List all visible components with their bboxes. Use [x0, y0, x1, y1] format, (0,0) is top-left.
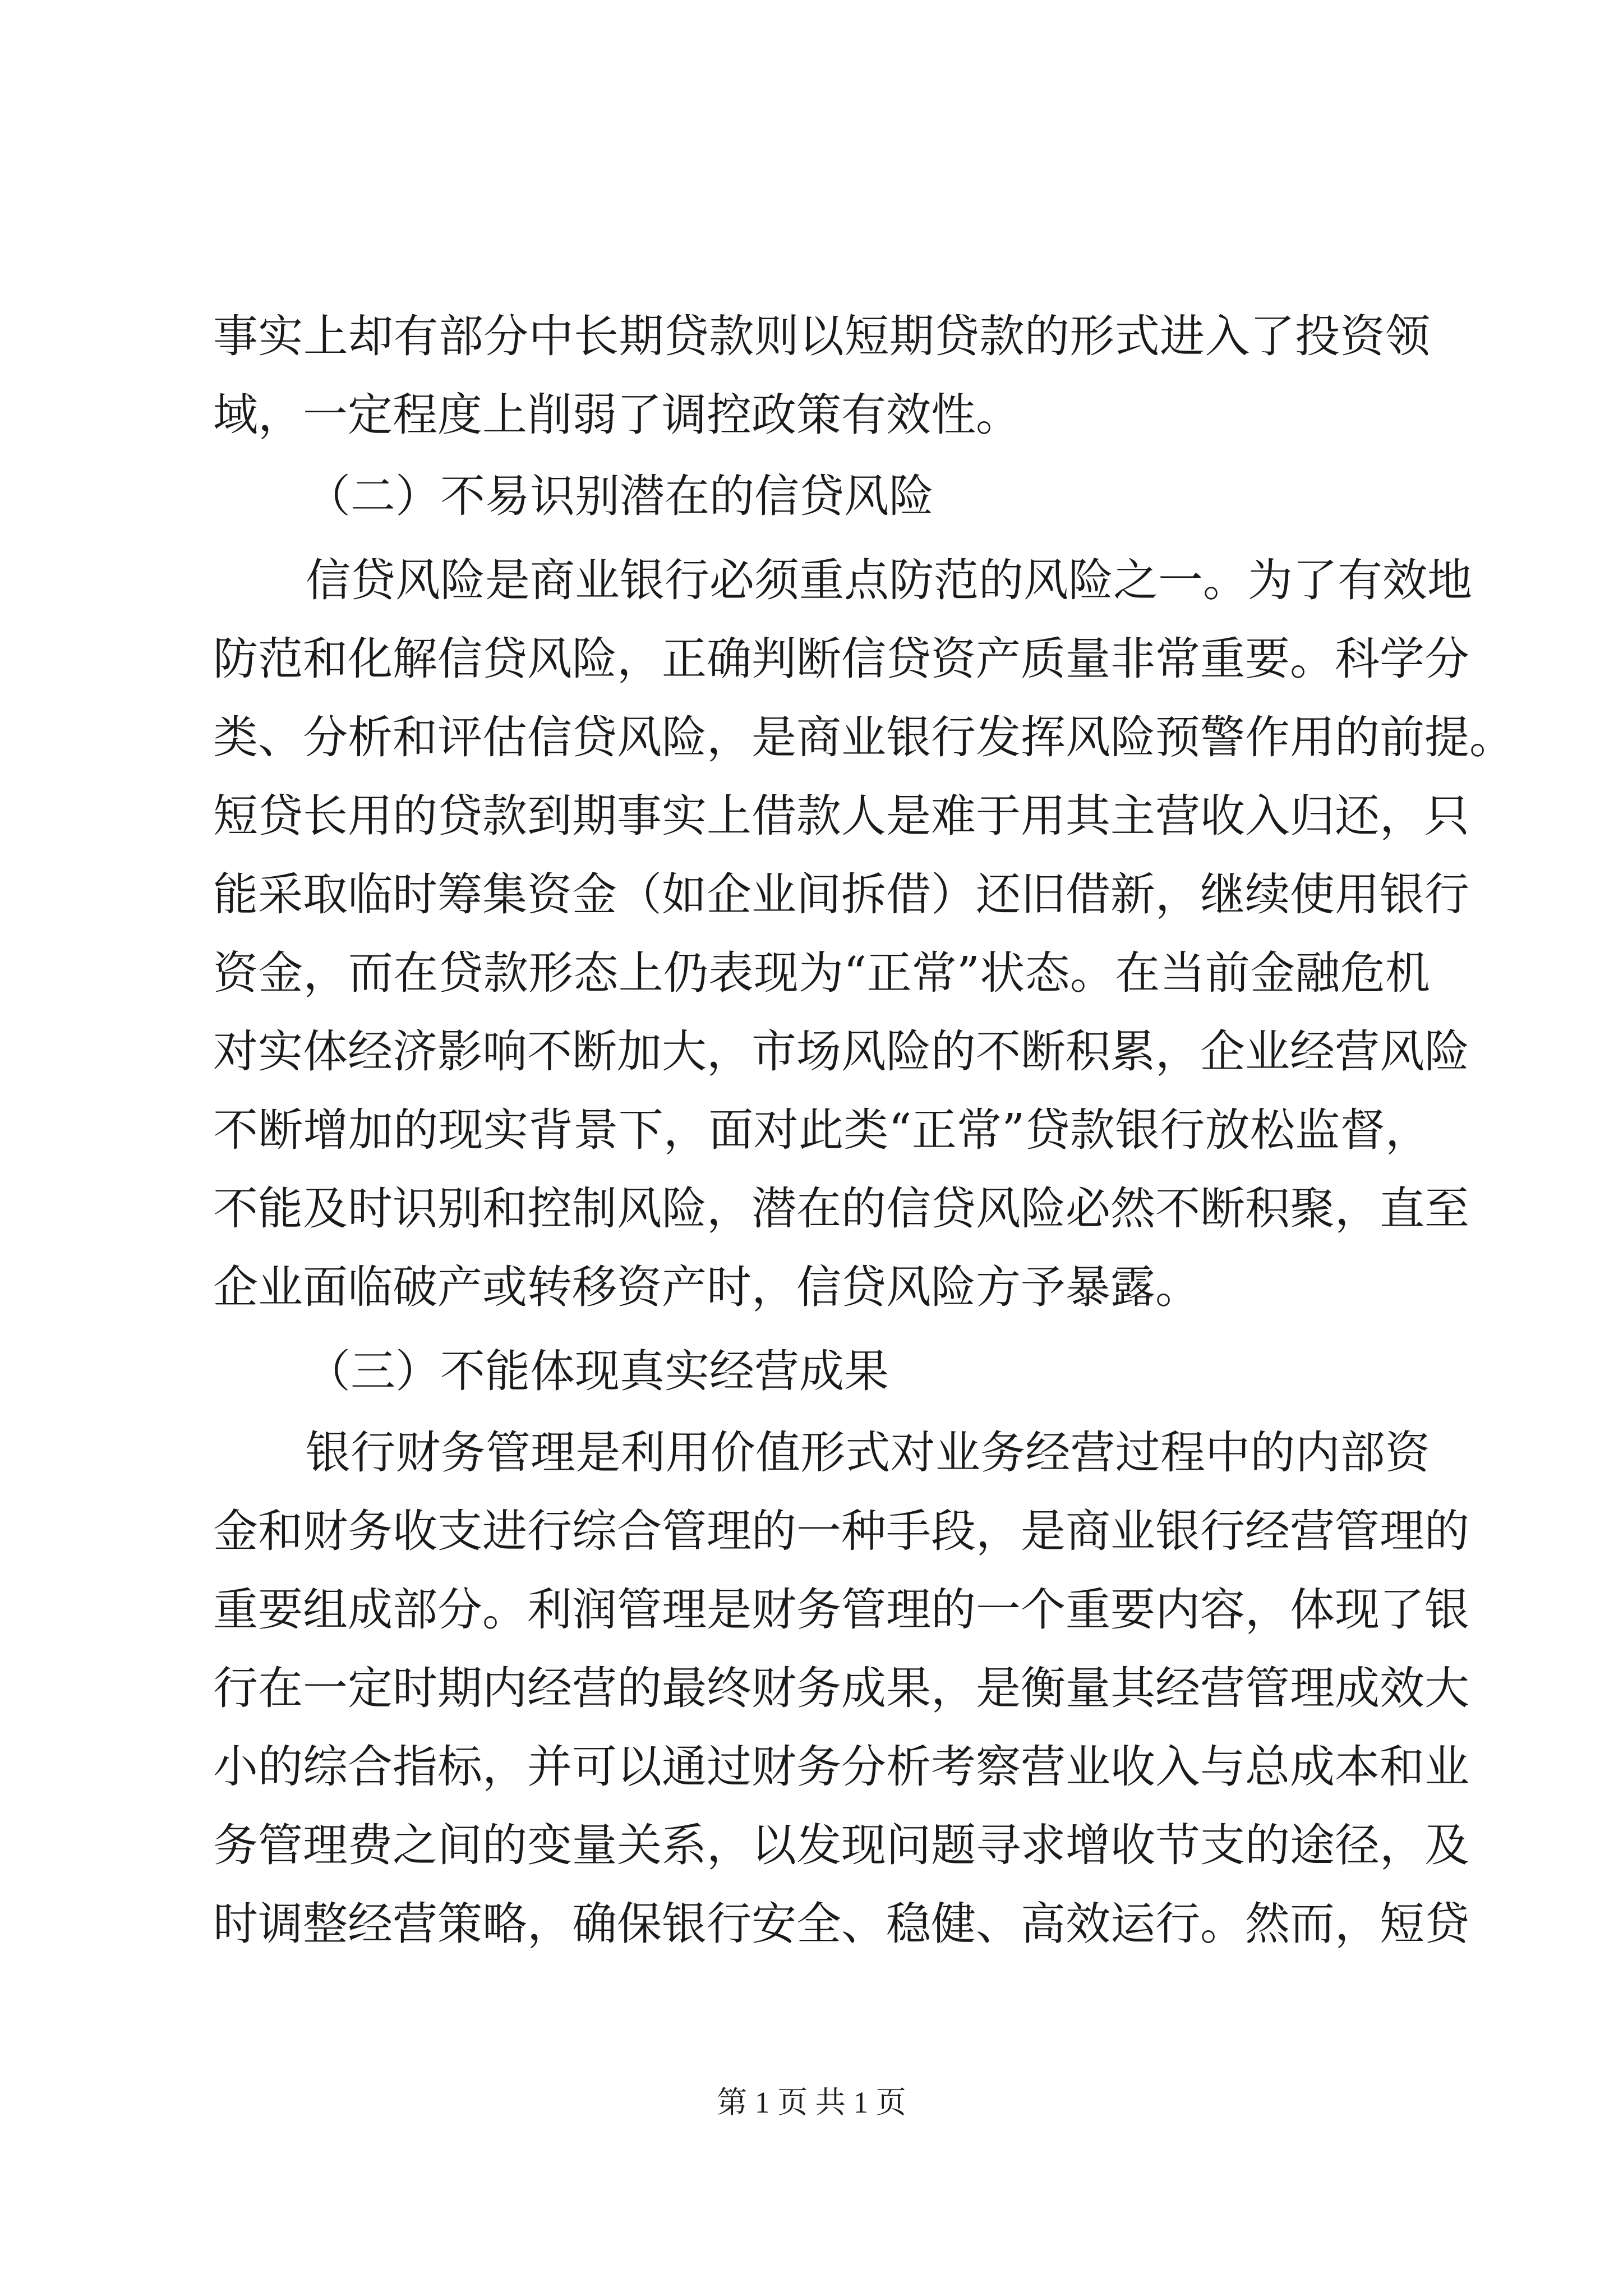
paragraph-2-line-9: 不能及时识别和控制风险，潜在的信贷风险必然不断积聚，直至	[213, 1182, 1469, 1235]
paragraph-2-line-6: 资金，而在贷款形态上仍表现为“正常”状态。在当前金融危机	[213, 947, 1430, 999]
section-heading-3: （三）不能体现真实经营成果	[306, 1345, 889, 1397]
paragraph-3-line-5: 小的综合指标，并可以通过财务分析考察营业收入与总成本和业	[213, 1741, 1469, 1793]
paragraph-3-line-4: 行在一定时期内经营的最终财务成果，是衡量其经营管理成效大	[213, 1662, 1469, 1714]
paragraph-3-line-2: 金和财务收支进行综合管理的一种手段，是商业银行经营管理的	[213, 1505, 1469, 1557]
paragraph-2-line-5: 能采取临时筹集资金（如企业间拆借）还旧借新，继续使用银行	[213, 868, 1469, 921]
page-number-footer: 第 1 页 共 1 页	[717, 2086, 906, 2119]
section-heading-2: （二）不易识别潜在的信贷风险	[306, 470, 934, 522]
paragraph-2-line-10: 企业面临破产或转移资产时，信贷风险方予暴露。	[213, 1261, 1200, 1313]
paragraph-2-line-7: 对实体经济影响不断加大，市场风险的不断积累，企业经营风险	[213, 1025, 1469, 1078]
paragraph-1-line-2: 域，一定程度上削弱了调控政策有效性。	[213, 389, 1021, 441]
paragraph-2-line-8: 不断增加的现实背景下，面对此类“正常”贷款银行放松监督，	[213, 1104, 1430, 1156]
paragraph-3-line-6: 务管理费之间的变量关系，以发现问题寻求增收节支的途径，及	[213, 1819, 1469, 1871]
paragraph-2-line-1: 信贷风险是商业银行必须重点防范的风险之一。为了有效地	[306, 554, 1472, 606]
paragraph-3-line-1: 银行财务管理是利用价值形式对业务经营过程中的内部资	[306, 1427, 1430, 1479]
paragraph-1-line-1: 事实上却有部分中长期贷款则以短期贷款的形式进入了投资领	[213, 310, 1430, 362]
paragraph-3-line-7: 时调整经营策略，确保银行安全、稳健、高效运行。然而，短贷	[213, 1898, 1469, 1950]
paragraph-2-line-3: 类、分析和评估信贷风险，是商业银行发挥风险预警作用的前提。	[213, 711, 1514, 763]
paragraph-2-line-2: 防范和化解信贷风险，正确判断信贷资产质量非常重要。科学分	[213, 633, 1469, 685]
paragraph-3-line-3: 重要组成部分。利润管理是财务管理的一个重要内容，体现了银	[213, 1584, 1469, 1636]
paragraph-2-line-4: 短贷长用的贷款到期事实上借款人是难于用其主营收入归还，只	[213, 790, 1469, 842]
